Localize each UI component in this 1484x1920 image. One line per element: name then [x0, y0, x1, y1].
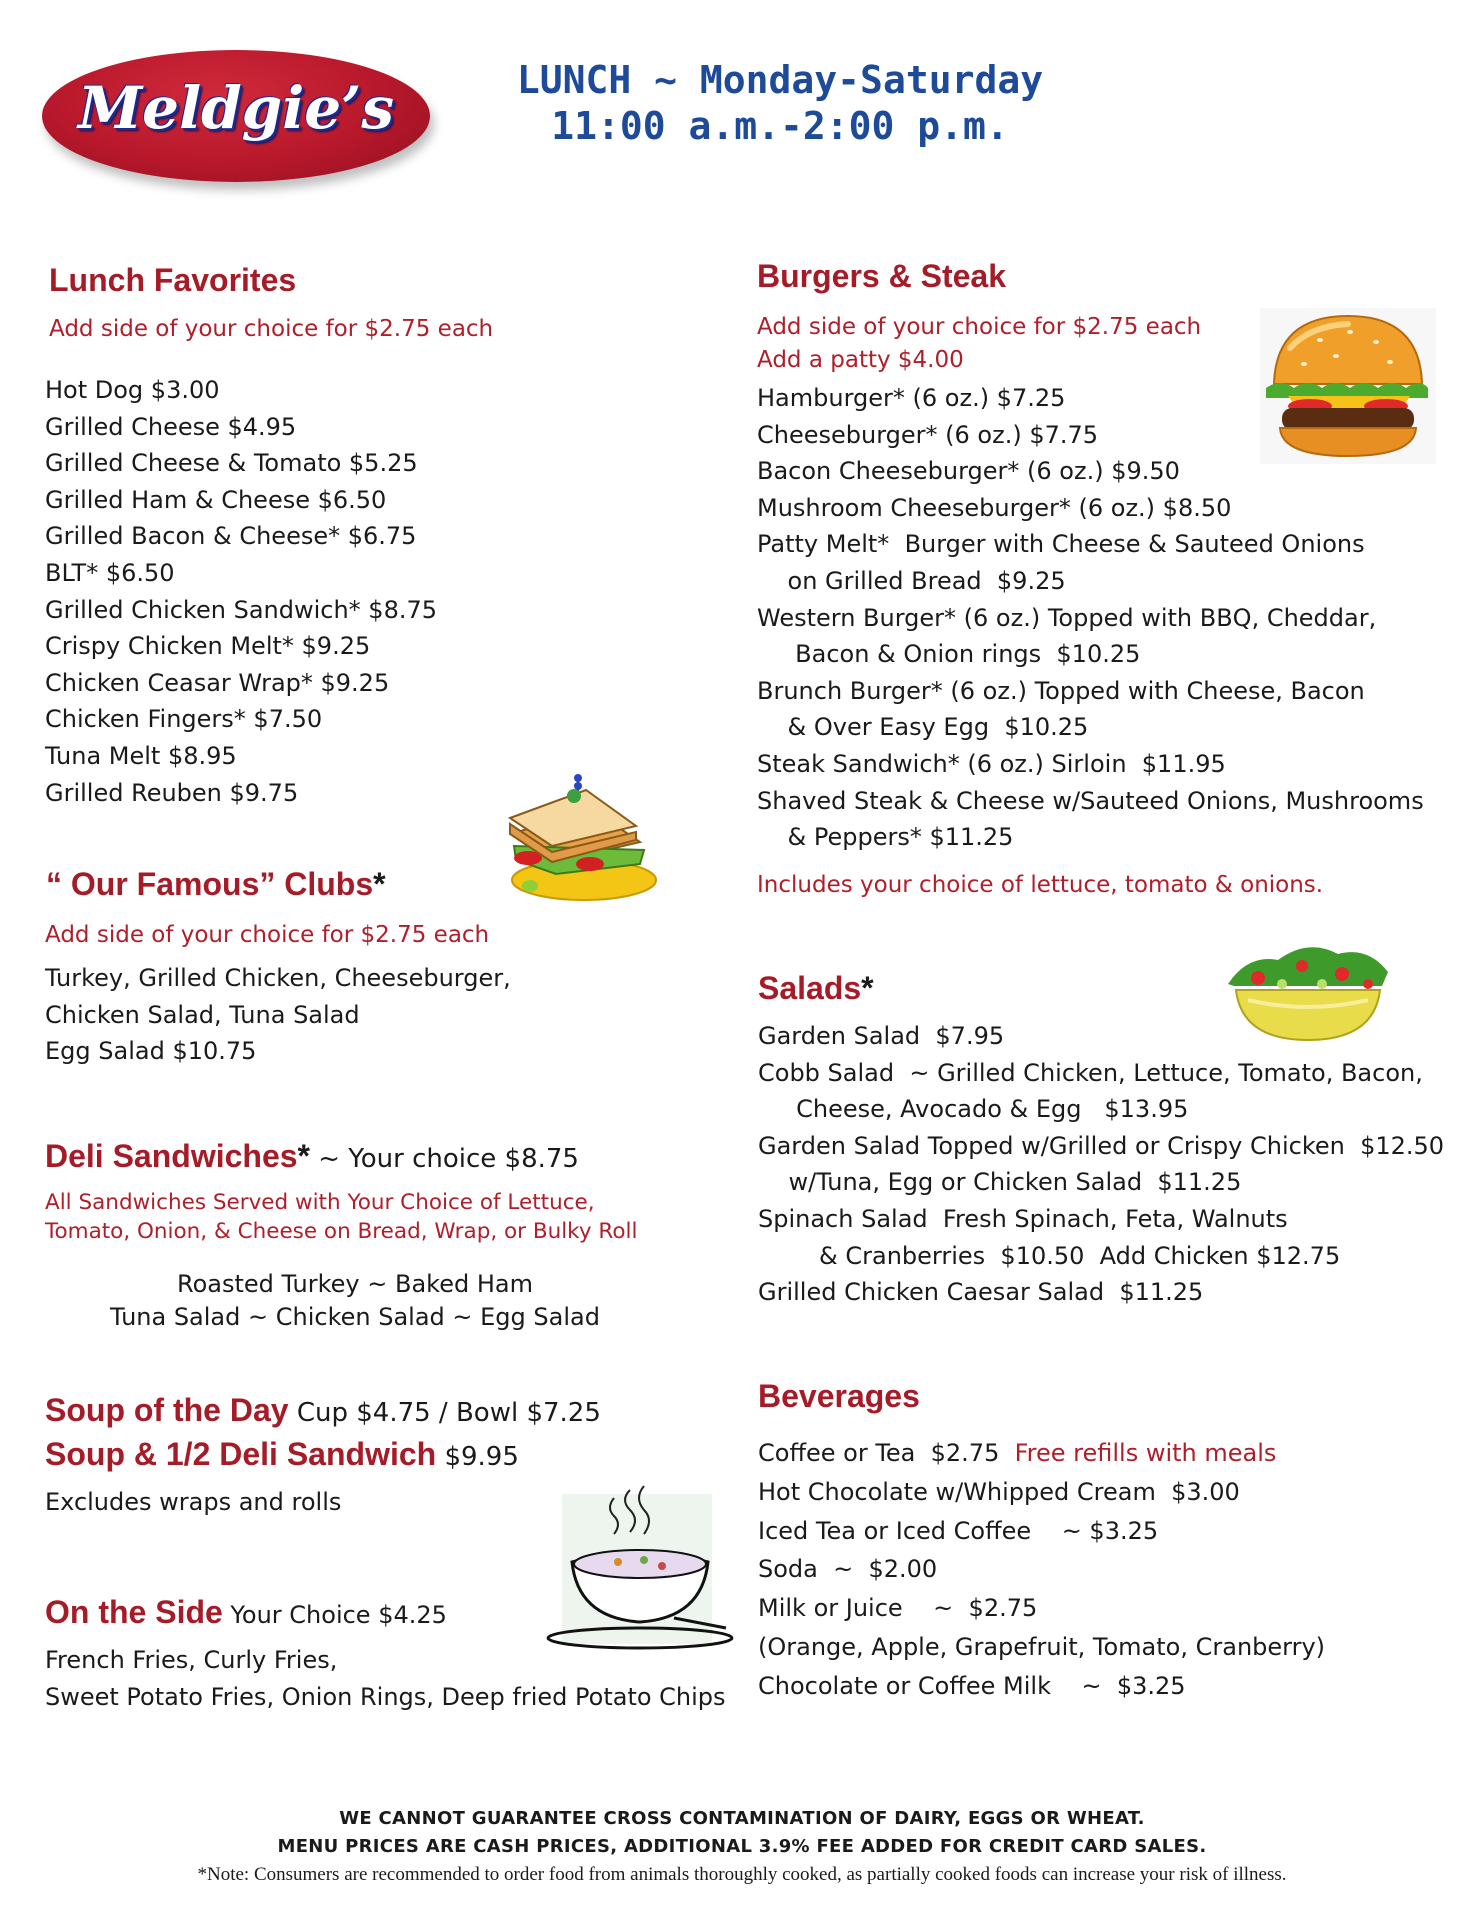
menu-item: Milk or Juice ~ $2.75	[758, 1594, 1038, 1623]
menu-item: Spinach Salad Fresh Spinach, Feta, Walnuts	[758, 1204, 1288, 1233]
club-sandwich-icon	[494, 774, 670, 904]
menu-item: BLT* $6.50	[45, 558, 175, 587]
menu-item: Egg Salad $10.75	[45, 1037, 257, 1066]
menu-item: French Fries, Curly Fries,	[45, 1646, 338, 1674]
beverage-coffee-text: Coffee or Tea $2.75	[758, 1439, 1015, 1467]
soup-note: Excludes wraps and rolls	[45, 1488, 342, 1516]
menu-item: Grilled Chicken Sandwich* $8.75	[45, 595, 438, 624]
menu-item: Tuna Melt $8.95	[45, 741, 237, 770]
consumer-advisory: *Note: Consumers are recommended to order food from animals thoroughly cooked, as partially cooked foods can increase your risk of illness.	[197, 1864, 1287, 1885]
menu-item: Bacon & Onion rings $10.25	[757, 640, 1141, 669]
clubs-note: Add side of your choice for $2.75 each	[45, 922, 490, 948]
clubs-title-text: “ Our Famous” Clubs	[46, 866, 374, 902]
menu-item: Chicken Salad, Tuna Salad	[45, 1000, 360, 1029]
deli-title	[45, 1138, 579, 1175]
side-list	[45, 1642, 726, 1715]
burgers-note-2: Add a patty $4.00	[757, 347, 964, 373]
menu-item: Hamburger* (6 oz.) $7.25	[757, 384, 1066, 412]
menu-item: Chicken Fingers* $7.50	[45, 705, 323, 734]
deli-title-text: Deli Sandwiches	[45, 1138, 298, 1174]
clubs-list	[45, 960, 511, 1070]
menu-item: Western Burger* (6 oz.) Topped with BBQ, Cheddar,	[757, 603, 1377, 632]
clubs-title	[46, 866, 386, 903]
menu-item: Cheese, Avocado & Egg $13.95	[758, 1095, 1189, 1124]
beverages-title: Beverages	[758, 1378, 920, 1414]
burgers-note-1: Add side of your choice for $2.75 each	[757, 314, 1202, 340]
logo-text: Meldgie’s	[77, 74, 395, 142]
menu-item: Garden Salad $7.95	[758, 1022, 1005, 1050]
deli-price: ~ Your choice $8.75	[309, 1144, 579, 1174]
burgers-includes-note: Includes your choice of lettuce, tomato & onions.	[757, 872, 1324, 898]
menu-item: Garden Salad Topped w/Grilled or Crispy Chicken $12.50	[758, 1131, 1445, 1160]
deli-note-2: Tomato, Onion, & Cheese on Bread, Wrap, or Bulky Roll	[45, 1219, 638, 1244]
soup-bowl-icon	[544, 1478, 734, 1654]
allergen-warning: WE CANNOT GUARANTEE CROSS CONTAMINATION OF DAIRY, EGGS OR WHEAT.	[339, 1808, 1145, 1829]
menu-item: & Over Easy Egg $10.25	[757, 713, 1089, 742]
menu-item: & Cranberries $10.50 Add Chicken $12.75	[758, 1241, 1341, 1270]
soup-price: Cup $4.75 / Bowl $7.25	[288, 1398, 601, 1428]
soup-combo-title: Soup & 1/2 Deli Sandwich	[45, 1436, 437, 1472]
menu-item: Grilled Bacon & Cheese* $6.75	[45, 522, 417, 551]
deli-title-star: *	[297, 1138, 310, 1174]
lunch-favorites-title: Lunch Favorites	[49, 262, 297, 298]
menu-item: Brunch Burger* (6 oz.) Topped with Cheese, Bacon	[757, 676, 1365, 705]
soup-title	[45, 1392, 601, 1429]
menu-item: & Peppers* $11.25	[757, 823, 1014, 852]
menu-item: Sweet Potato Fries, Onion Rings, Deep fried Potato Chips	[45, 1682, 726, 1711]
menu-item: Iced Tea or Iced Coffee ~ $3.25	[758, 1516, 1159, 1545]
hamburger-icon	[1260, 308, 1436, 464]
hours-line-1: LUNCH ~ Monday-Saturday	[516, 58, 1044, 102]
deli-options-1: Roasted Turkey ~ Baked Ham	[177, 1270, 533, 1298]
menu-item: Shaved Steak & Cheese w/Sauteed Onions, Mushrooms	[757, 786, 1424, 815]
deli-options-2: Tuna Salad ~ Chicken Salad ~ Egg Salad	[110, 1303, 600, 1331]
hours-line-2: 11:00 a.m.-2:00 p.m.	[551, 104, 1009, 148]
lunch-favorites-note: Add side of your choice for $2.75 each	[49, 316, 494, 342]
salads-title-text: Salads	[758, 970, 862, 1006]
menu-item: Turkey, Grilled Chicken, Cheeseburger,	[45, 964, 511, 992]
menu-item: Hot Chocolate w/Whipped Cream $3.00	[758, 1478, 1240, 1506]
beverage-item-coffee	[758, 1434, 1276, 1473]
cash-price-notice: MENU PRICES ARE CASH PRICES, ADDITIONAL 3.9% FEE ADDED FOR CREDIT CARD SALES.	[277, 1836, 1207, 1857]
menu-item: Grilled Chicken Caesar Salad $11.25	[758, 1278, 1204, 1307]
menu-item: Crispy Chicken Melt* $9.25	[45, 632, 371, 661]
soup-title-text: Soup of the Day	[45, 1392, 289, 1428]
menu-item: Grilled Cheese & Tomato $5.25	[45, 449, 418, 478]
menu-item: Hot Dog $3.00	[45, 376, 220, 404]
menu-item: Grilled Ham & Cheese $6.50	[45, 485, 387, 514]
burgers-title: Burgers & Steak	[757, 258, 1006, 294]
salads-title	[758, 970, 874, 1007]
salads-title-star: *	[861, 970, 874, 1006]
menu-item: w/Tuna, Egg or Chicken Salad $11.25	[758, 1168, 1242, 1197]
side-title-text: On the Side	[45, 1594, 223, 1630]
side-title	[45, 1594, 447, 1631]
menu-item: Patty Melt* Burger with Cheese & Sauteed Onions	[757, 530, 1365, 559]
menu-item: Chocolate or Coffee Milk ~ $3.25	[758, 1671, 1186, 1700]
menu-item: Bacon Cheeseburger* (6 oz.) $9.50	[757, 457, 1180, 486]
menu-item: Soda ~ $2.00	[758, 1555, 938, 1584]
menu-item: (Orange, Apple, Grapefruit, Tomato, Cranberry)	[758, 1632, 1326, 1661]
side-price: Your Choice $4.25	[222, 1601, 447, 1629]
menu-item: Mushroom Cheeseburger* (6 oz.) $8.50	[757, 493, 1232, 522]
free-refills-note: Free refills with meals	[1014, 1439, 1277, 1467]
beverages-list	[758, 1473, 1325, 1705]
menu-item: Grilled Cheese $4.95	[45, 412, 297, 441]
menu-item: Chicken Ceasar Wrap* $9.25	[45, 668, 390, 697]
menu-item: Steak Sandwich* (6 oz.) Sirloin $11.95	[757, 749, 1226, 778]
soup-combo	[45, 1436, 519, 1473]
menu-item: Cobb Salad ~ Grilled Chicken, Lettuce, Tomato, Bacon,	[758, 1058, 1423, 1087]
clubs-title-star: *	[373, 866, 386, 902]
menu-item: Grilled Reuben $9.75	[45, 778, 299, 807]
soup-combo-price: $9.95	[436, 1442, 519, 1472]
salad-bowl-icon	[1218, 944, 1398, 1044]
salads-list	[758, 1018, 1444, 1311]
menu-item: Cheeseburger* (6 oz.) $7.75	[757, 420, 1099, 449]
deli-note-1: All Sandwiches Served with Your Choice of Lettuce,	[45, 1190, 595, 1215]
menu-item: on Grilled Bread $9.25	[757, 566, 1066, 595]
lunch-favorites-list	[45, 372, 437, 811]
